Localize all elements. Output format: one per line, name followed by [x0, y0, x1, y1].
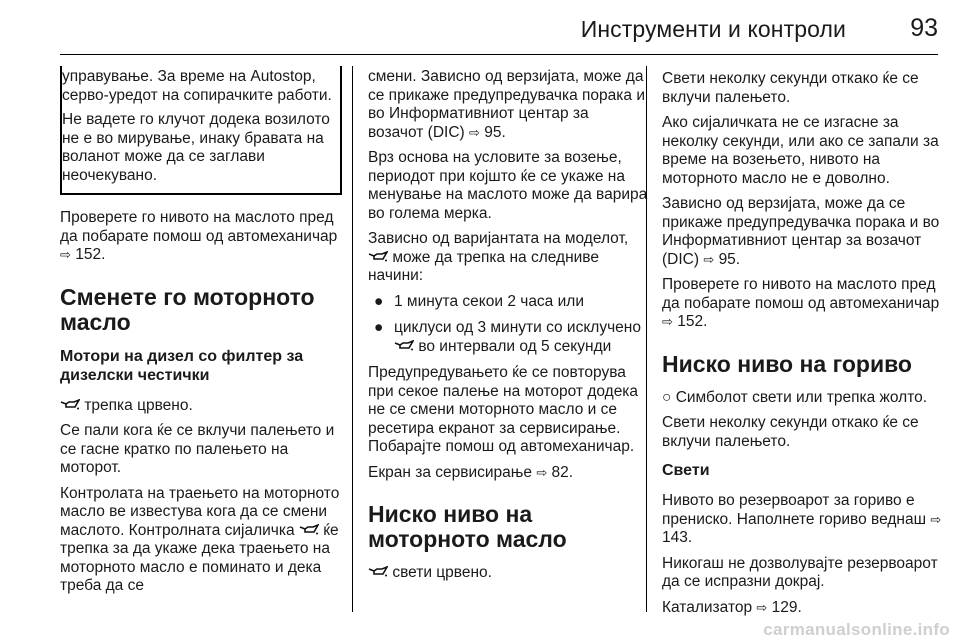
paragraph: Предупредувањето ќе се повторува при секое палење на моторот додека не се смени моторното масло и се ресетира екранот за сервисирање. [368, 364, 639, 437]
oil-can-icon [60, 399, 80, 411]
box-paragraph: Не вадете го клучот додека возилото не е во мирување, инаку бравата на воланот може да се заглави неочекувано. [62, 111, 330, 184]
column-1 [60, 66, 340, 603]
paragraph: Зависно од варијантата на моделот, може да трепка на следниве начини: [368, 230, 629, 284]
paragraph: Се пали кога ќе се вклучи палењето и се гасне кратко по палењето на моторот. [60, 422, 335, 476]
paragraph: Свети неколку секунди откако ќе се вклучи палењето. [662, 414, 919, 450]
list-item: ● циклуси од 3 минути со исклучено во интервали од 5 секунди [374, 319, 641, 355]
page-reference[interactable]: 152. [75, 246, 106, 263]
reference-arrow-icon: ⇨ [60, 247, 71, 262]
paragraph: ○ Симболот свети или трепка жолто. [662, 388, 928, 406]
reference-arrow-icon: ⇨ [756, 599, 768, 615]
paragraph: Свети неколку секунди откако ќе се вклучи палењето. [662, 70, 919, 106]
heading-low-fuel: Ниско ниво на гориво [662, 350, 912, 377]
page-number: 93 [910, 14, 938, 42]
page-reference[interactable]: 95. [718, 250, 741, 268]
page-reference[interactable]: 95. [484, 123, 506, 141]
oil-can-icon [299, 524, 319, 536]
paragraph: трепка црвено. [60, 397, 340, 416]
column-3 [662, 70, 942, 624]
bullet-icon: ● [374, 319, 384, 336]
paragraph: Контролата на траењето на моторното масло ве известува кога да се смени маслото. Контролната сијаличка ќе трепка за да укаже дека траењето на моторното масло е поминато и дека треба да се [60, 484, 340, 594]
heading-low-oil: Ниско ниво на моторното масло [368, 501, 567, 552]
paragraph: Катализатор ⇨ 129. [662, 598, 802, 616]
fuel-pump-icon: ○ [662, 388, 672, 406]
list-item: ● 1 минута секои 2 часа или [374, 292, 584, 310]
paragraph: смени. Зависно од верзијата, може да се прикаже предупредувачка порака и во Информативниот центар за возачот (DIC) ⇨ 95. [368, 68, 645, 141]
paragraph: Проверете го нивото на маслото пред да побарате помош од автомеханичар ⇨ 152. [60, 209, 338, 263]
warning-box [60, 66, 342, 195]
page-reference[interactable]: 82. [551, 463, 574, 481]
heading-change-oil: Сменете го моторното масло [60, 283, 315, 335]
section-title: Инструменти и контроли [580, 16, 846, 42]
page-header [60, 0, 938, 55]
reference-arrow-icon: ⇨ [703, 251, 715, 267]
blink-pattern-list [368, 293, 648, 357]
page-reference[interactable]: 129. [771, 598, 802, 616]
paragraph: Врз основа на условите за возење, периодот при којшто ќе се укаже на менување на маслото може да варира во голема мерка. [368, 149, 648, 222]
subheading-lights: Свети [662, 462, 710, 479]
page-reference[interactable]: 143. [662, 529, 693, 546]
paragraph: Нивото во резервоарот за гориво е прениско. Наполнете гориво веднаш ⇨ 143. [662, 492, 942, 546]
column-2 [368, 68, 648, 590]
oil-can-icon [368, 566, 388, 578]
paragraph: Никогаш не дозволувајте резервоарот да се испразни докрај. [662, 554, 938, 590]
box-paragraph: управување. За време на Autostop, серво-уредот на сопирачките работи. [62, 68, 332, 104]
reference-arrow-icon: ⇨ [930, 511, 942, 527]
paragraph: Проверете го нивото на маслото пред да побарате помош од автомеханичар ⇨ 152. [662, 276, 940, 330]
paragraph: Ако сијаличката не се изгасне за неколку секунди, или ако се запали за време на возењето, нивото на моторното масло не е доволно. [662, 114, 939, 187]
paragraph: Екран за сервисирање ⇨ 82. [368, 463, 574, 481]
reference-arrow-icon: ⇨ [662, 314, 673, 329]
paragraph: Побарајте помош од автомеханичар. [368, 438, 635, 455]
watermark: carmanualsonline.info [763, 620, 950, 639]
oil-can-icon [394, 340, 414, 352]
page-reference[interactable]: 152. [677, 313, 708, 330]
paragraph: Зависно од верзијата, може да се прикаже предупредувачка порака и во Информативниот центар за возачот (DIC) ⇨ 95. [662, 195, 940, 268]
oil-can-icon [368, 251, 388, 263]
subheading-diesel: Мотори на дизел со филтер за дизелски честички [60, 347, 304, 384]
reference-arrow-icon: ⇨ [536, 464, 548, 480]
paragraph: свети црвено. [368, 564, 648, 583]
reference-arrow-icon: ⇨ [468, 124, 480, 140]
bullet-icon: ● [374, 292, 384, 310]
column-divider-1 [352, 66, 353, 612]
